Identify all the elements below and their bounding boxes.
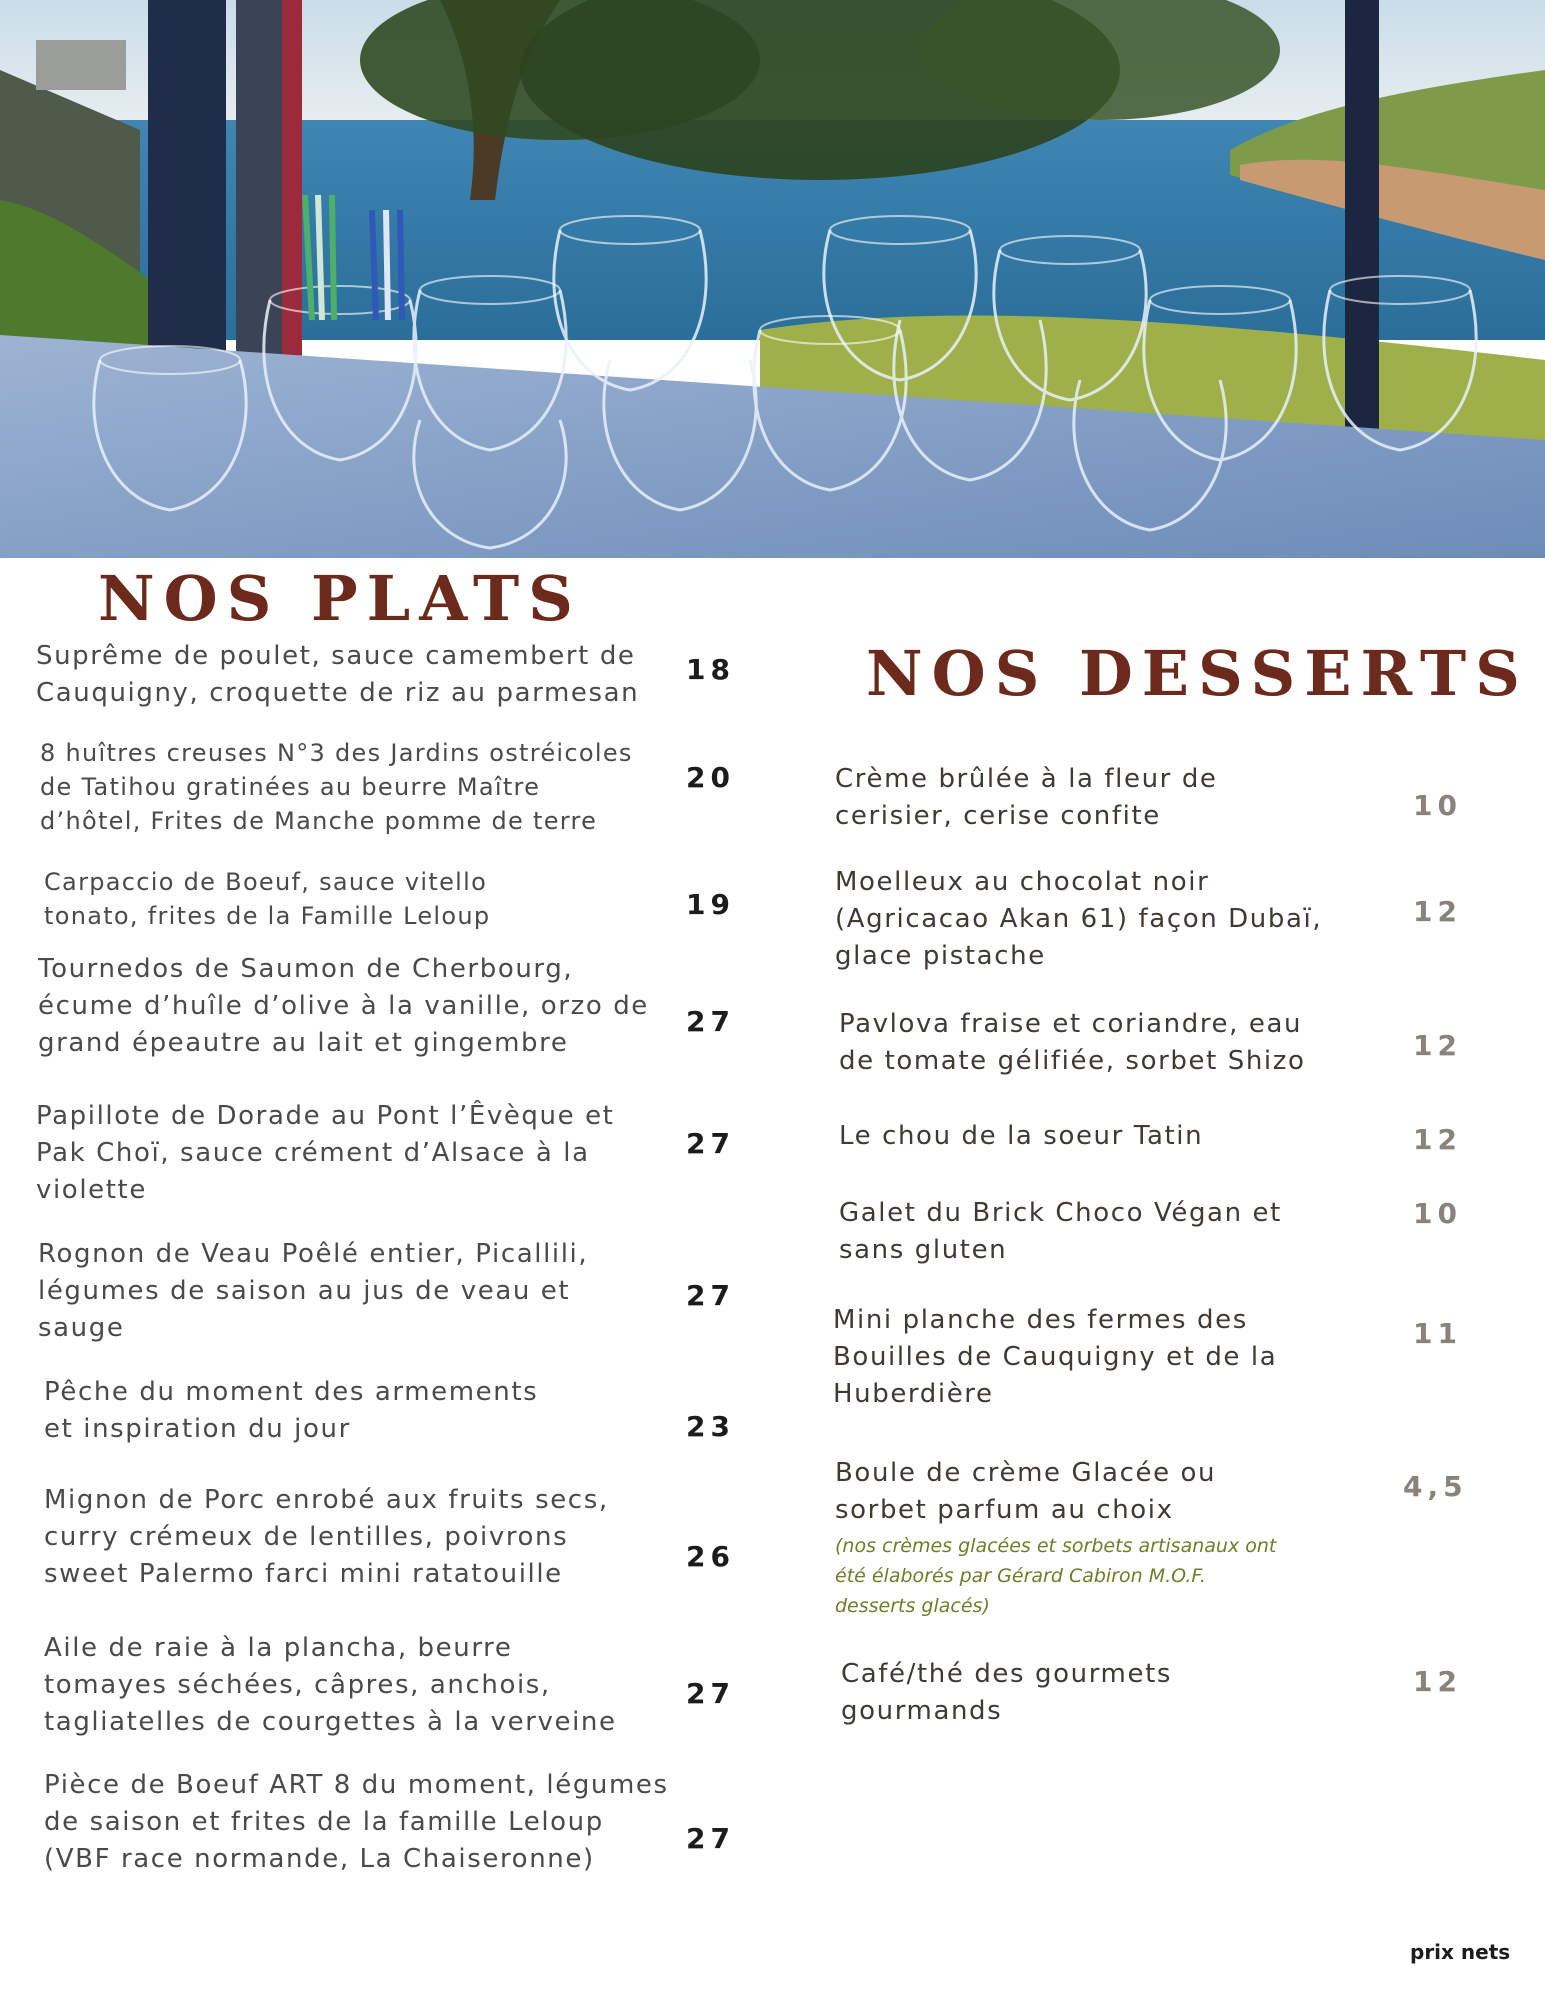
plat-item-6: [38, 1236, 688, 1347]
prix-nets-note: prix nets: [1410, 1940, 1511, 1964]
dessert-price-7: 4,5: [1403, 1470, 1468, 1503]
plat-name: Mignon de Porc enrobé aux fruits secs, curry crémeux de lentilles, poivrons sweet Palermo farci mini ratatouille: [44, 1485, 609, 1589]
dessert-price-3: 12: [1413, 1029, 1462, 1062]
plat-name: Aile de raie à la plancha, beurre tomayes séchées, câpres, anchois, tagliatelles de courgettes à la verveine: [44, 1633, 617, 1737]
dessert-name: Le chou de la soeur Tatin: [839, 1121, 1204, 1151]
dessert-price-4: 12: [1413, 1123, 1462, 1156]
dessert-item-2: [835, 864, 1355, 975]
plat-item-9: [44, 1630, 694, 1741]
plat-name: Papillote de Dorade au Pont l’Êvèque et Pak Choï, sauce crément d’Alsace à la violette: [36, 1101, 615, 1205]
dessert-note: (nos crèmes glacées et sorbets artisanaux ont été élaborés par Gérard Cabiron M.O.F. desserts glacés): [835, 1535, 1277, 1617]
dessert-item-4: [839, 1118, 1359, 1155]
dessert-price-8: 12: [1413, 1665, 1462, 1698]
hero-photo: [0, 0, 1545, 558]
plat-item-3: [44, 865, 694, 933]
plat-price-1: 18: [686, 653, 735, 686]
dessert-price-6: 11: [1413, 1317, 1462, 1350]
dessert-name: Boule de crème Glacée ou sorbet parfum au choix: [835, 1458, 1217, 1525]
plat-price-4: 27: [686, 1005, 735, 1038]
dessert-name: Galet du Brick Choco Végan et sans gluten: [839, 1198, 1282, 1265]
plat-item-2: [40, 736, 690, 838]
plat-item-10: [44, 1767, 694, 1878]
dessert-price-2: 12: [1413, 895, 1462, 928]
plat-price-3: 19: [686, 888, 735, 921]
plat-price-2: 20: [686, 761, 735, 794]
plat-name: Pêche du moment des armements et inspiration du jour: [44, 1377, 539, 1444]
plat-name: Carpaccio de Boeuf, sauce vitello tonato, frites de la Famille Leloup: [44, 868, 491, 930]
plats-section-title: NOS PLATS: [98, 562, 582, 635]
dessert-item-6: [833, 1302, 1353, 1413]
plat-item-7: [44, 1374, 694, 1448]
plat-item-4: [38, 951, 688, 1062]
dessert-item-8: [841, 1656, 1361, 1730]
plat-price-6: 27: [686, 1279, 735, 1312]
plat-item-8: [44, 1482, 694, 1593]
plat-name: Pièce de Boeuf ART 8 du moment, légumes de saison et frites de la famille Leloup (VBF race normande, La Chaiseronne): [44, 1770, 669, 1874]
plat-item-5: [36, 1098, 686, 1209]
dessert-name: Moelleux au chocolat noir (Agricacao Akan 61) façon Dubaï, glace pistache: [835, 867, 1323, 971]
plat-name: 8 huîtres creuses N°3 des Jardins ostréicoles de Tatihou gratinées au beurre Maître d’hôtel, Frites de Manche pomme de terre: [40, 739, 633, 835]
dessert-price-1: 10: [1413, 789, 1462, 822]
plat-price-10: 27: [686, 1822, 735, 1855]
plat-price-8: 26: [686, 1540, 735, 1573]
dessert-item-1: [835, 761, 1355, 835]
plat-name: Rognon de Veau Poêlé entier, Picallili, légumes de saison au jus de veau et sauge: [38, 1239, 589, 1343]
dessert-name: Café/thé des gourmets gourmands: [841, 1659, 1173, 1726]
plat-name: Suprême de poulet, sauce camembert de Cauquigny, croquette de riz au parmesan: [36, 641, 640, 708]
dessert-price-5: 10: [1413, 1197, 1462, 1230]
dessert-item-3: [839, 1006, 1359, 1080]
plat-price-5: 27: [686, 1127, 735, 1160]
dessert-name: Crème brûlée à la fleur de cerisier, cerise confite: [835, 764, 1218, 831]
dessert-item-5: [839, 1195, 1359, 1269]
dessert-name: Mini planche des fermes des Bouilles de Cauquigny et de la Huberdière: [833, 1305, 1278, 1409]
dessert-name: Pavlova fraise et coriandre, eau de tomate gélifiée, sorbet Shizo: [839, 1009, 1306, 1076]
plat-price-7: 23: [686, 1410, 735, 1443]
wine-glasses-sea-view-image: [0, 0, 1545, 558]
plat-name: Tournedos de Saumon de Cherbourg, écume d’huîle d’olive à la vanille, orzo de grand épeautre au lait et gingembre: [38, 954, 649, 1058]
plat-item-1: [36, 638, 686, 712]
dessert-item-7: [835, 1455, 1355, 1621]
desserts-section-title: NOS DESSERTS: [866, 637, 1529, 710]
plat-price-9: 27: [686, 1677, 735, 1710]
